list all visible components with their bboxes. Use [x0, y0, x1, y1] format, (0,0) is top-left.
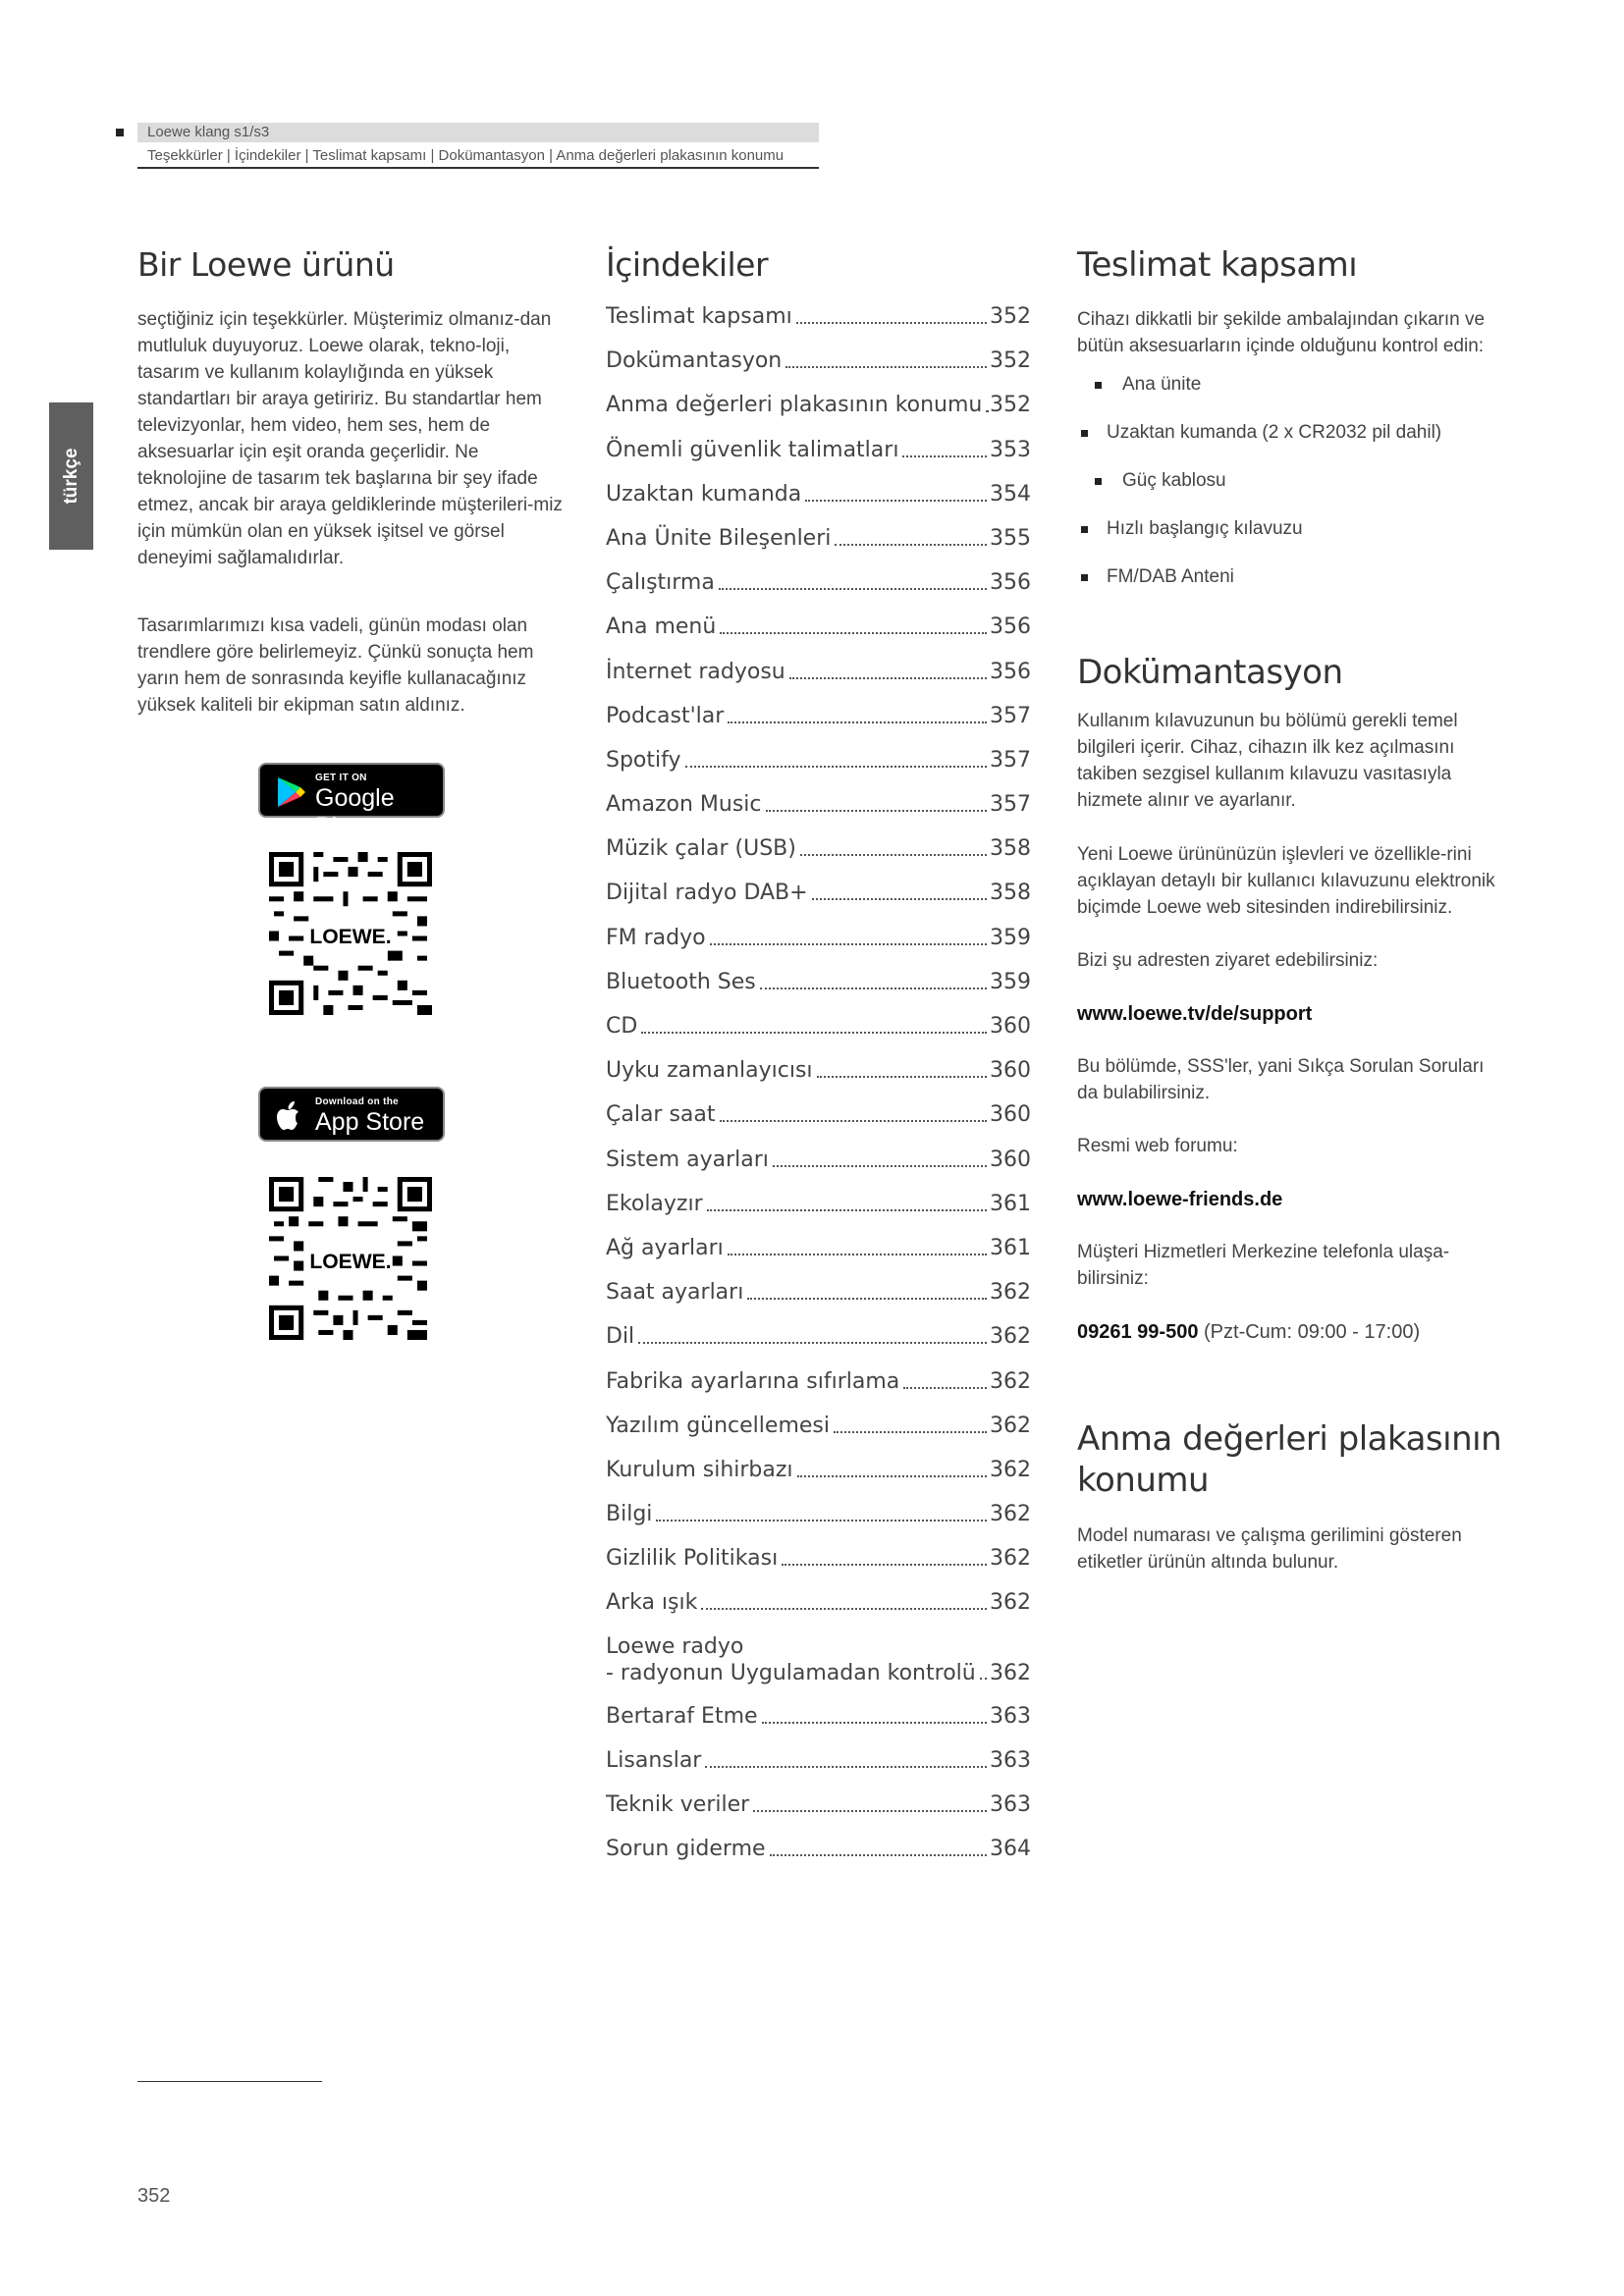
toc-item-page: 362: [990, 1457, 1031, 1482]
toc-item-label: Çalar saat: [606, 1102, 716, 1128]
toc-item-label: Loewe radyo: [606, 1633, 744, 1659]
toc-item[interactable]: [606, 1322, 1031, 1351]
toc-item-label: Uyku zamanlayıcısı: [606, 1058, 813, 1084]
qr-logo-label: LOEWE.: [309, 926, 392, 949]
toc-item[interactable]: [606, 1412, 1031, 1440]
app-store-small-text: Download on the: [315, 1096, 400, 1107]
toc-item-page: 360: [990, 1102, 1031, 1128]
app-store-badge[interactable]: [258, 1087, 445, 1142]
toc-item[interactable]: [606, 968, 1031, 996]
documentation-paragraph-1: Kullanım kılavuzunun bu bölümü gerekli temel bilgileri içerir. Cihaz, cihazın ilk kez açılmasını takiben sezgisel kullanım kılavuzu vasıtasıyla hizmete alınır ve ayarlanır.: [1077, 711, 1458, 811]
toc-leader-dots: [796, 322, 987, 324]
language-tab-label: türkçe: [60, 448, 81, 505]
documentation-paragraph-2: Yeni Loewe ürününüzün işlevleri ve özellikle-rini açıklayan detaylı bir kullanıcı kılavuzunu elektronik biçimde Loewe web sitesinden indirebilirsiniz.: [1077, 844, 1495, 918]
toc-item[interactable]: [606, 568, 1031, 597]
documentation-heading: Dokümantasyon: [1077, 653, 1343, 692]
toc-leader-dots: [835, 544, 987, 546]
toc-leader-dots: [805, 500, 987, 502]
toc-item-label-line2: - radyonun Uygulamadan kontrolü: [606, 1660, 976, 1685]
toc-item-label: Ağ ayarları: [606, 1235, 724, 1260]
toc-item-page: 356: [990, 614, 1031, 640]
toc-item-page: 363: [990, 1703, 1031, 1729]
rating-plate-heading: Anma değerleri plakasının konumu: [1077, 1419, 1502, 1500]
intro-column: [137, 243, 569, 719]
toc-leader-dots: [719, 588, 987, 590]
toc-leader-dots: [817, 1076, 987, 1078]
qr-code-app-store: [269, 1177, 432, 1340]
toc-leader-dots: [728, 721, 987, 723]
delivery-item: Uzaktan kumanda (2 x CR2032 pil dahil): [1077, 419, 1506, 446]
toc-leader-dots: [797, 1475, 987, 1477]
toc-leader-dots: [685, 766, 987, 768]
toc-item-label: Ekolayzır: [606, 1191, 703, 1216]
support-link[interactable]: www.loewe.tv/de/support: [1077, 1003, 1313, 1025]
toc-leader-dots: [902, 455, 987, 457]
toc-item-page: 363: [990, 1792, 1031, 1818]
toc-item-label: Bluetooth Ses: [606, 969, 756, 994]
header-marker: [116, 129, 124, 136]
toc-item[interactable]: [606, 746, 1031, 774]
toc-item-page: 362: [990, 1546, 1031, 1572]
toc-leader-dots: [980, 1678, 987, 1680]
toc-item-label: Dil: [606, 1324, 635, 1350]
toc-item-label: Lisanslar: [606, 1748, 702, 1773]
toc-item-label: Yazılım güncellemesi: [606, 1413, 830, 1438]
google-play-icon: [272, 774, 307, 810]
toc-item[interactable]: [606, 834, 1031, 863]
google-play-small-text: GET IT ON: [315, 773, 367, 783]
delivery-item: FM/DAB Anteni: [1077, 563, 1506, 590]
intro-paragraph-2: Tasarımlarımızı kısa vadeli, günün modası olan trendlere göre belirlemeyiz. Çünkü sonuçta hem yarın hem de sonrasında keyifle kullanacağınız yüksek kaliteli bir ekipman satın aldınız.: [137, 615, 534, 716]
toc-leader-dots: [834, 1431, 987, 1433]
toc-item[interactable]: [606, 924, 1031, 952]
toc-item-label: Müzik çalar (USB): [606, 836, 796, 862]
toc-item-page: 359: [990, 925, 1031, 950]
toc-item-label: Podcast'lar: [606, 703, 725, 728]
toc-item-label: Bertaraf Etme: [606, 1703, 758, 1729]
toc-item-page: 352: [990, 304, 1031, 329]
apple-icon: [272, 1098, 307, 1134]
toc-item-label: Fabrika ayarlarına sıfırlama: [606, 1368, 900, 1394]
toc-item-label: Kurulum sihirbazı: [606, 1457, 793, 1482]
delivery-list: [1077, 371, 1506, 590]
toc-leader-dots: [701, 1608, 987, 1610]
toc-leader-dots: [760, 988, 987, 989]
toc-item-label: Dokümantasyon: [606, 348, 783, 374]
toc-item-label: Dijital radyo DAB+: [606, 881, 808, 906]
toc-item-page: 357: [990, 703, 1031, 728]
toc-item[interactable]: [606, 1100, 1031, 1129]
toc-item-label: Çalıştırma: [606, 570, 715, 596]
toc-item-page: 356: [990, 659, 1031, 684]
toc-item[interactable]: [606, 879, 1031, 907]
toc-item-page: 360: [990, 1014, 1031, 1039]
delivery-intro: Cihazı dikkatli bir şekilde ambalajından çıkarın ve bütün aksesuarların içinde olduğunu kontrol edin:: [1077, 309, 1486, 356]
toc-item[interactable]: [606, 1456, 1031, 1484]
toc-item[interactable]: [606, 1835, 1031, 1863]
toc-item[interactable]: [606, 702, 1031, 730]
header-title: Loewe klang s1/s3: [137, 123, 819, 142]
toc-item-page: 357: [990, 792, 1031, 818]
toc-item[interactable]: [606, 1234, 1031, 1262]
toc-leader-dots: [782, 1564, 987, 1566]
phone-line: [1077, 1318, 1506, 1346]
toc-item[interactable]: [606, 480, 1031, 508]
toc-leader-dots: [728, 1254, 987, 1255]
toc-item-label: Sorun giderme: [606, 1837, 766, 1862]
toc-item[interactable]: [606, 1367, 1031, 1396]
google-play-badge[interactable]: [258, 763, 445, 840]
toc-leader-dots: [789, 677, 987, 679]
toc-leader-dots: [638, 1342, 987, 1344]
intro-paragraph-1: seçtiğiniz için teşekkürler. Müşterimiz olmanız-dan mutluluk duyuyoruz. Loewe olarak, tekno-loji, tasarım ve kullanım kolaylığında en yüksek standartları bir araya getiririz. Bu standartlar hem televizyonlar, hem video, hem ses, hem de aksesuarlar için eşit oranda geçerlidir. Ne teknolojine de tasarım tek başlarına bir şey ifade etmez, ancak bir araya geldiklerinde müşterileri-miz için mümkün olan en yüksek işitsel ve görsel deneyimi sağlamalıdırlar.: [137, 309, 563, 568]
toc-item-page: 356: [990, 570, 1031, 596]
delivery-item: Ana ünite: [1077, 371, 1506, 398]
toc-item-page: 352: [990, 393, 1031, 418]
toc-item[interactable]: [606, 1588, 1031, 1617]
toc-item-page: 361: [990, 1235, 1031, 1260]
toc-leader-dots: [773, 1165, 987, 1167]
toc-item[interactable]: [606, 1544, 1031, 1573]
toc-item-label: Arka ışık: [606, 1590, 698, 1616]
toc-item[interactable]: [606, 790, 1031, 819]
toc-item-page: 353: [990, 437, 1031, 462]
toc-item[interactable]: [606, 658, 1031, 686]
toc-item-page: 362: [990, 1324, 1031, 1350]
toc-item-page: 352: [990, 348, 1031, 374]
qr-code-google-play: [269, 852, 432, 1015]
rating-plate-text: Model numarası ve çalışma gerilimini gösteren etiketler ürünün altında bulunur.: [1077, 1525, 1462, 1573]
toc-item-label: CD: [606, 1014, 638, 1039]
documentation-paragraph-5: Resmi web forumu:: [1077, 1136, 1238, 1156]
toc-item-page: 355: [990, 525, 1031, 551]
toc-column: [606, 243, 1031, 1880]
toc-leader-dots: [707, 1209, 987, 1211]
toc-item-label: Teknik veriler: [606, 1792, 750, 1818]
toc-item[interactable]: [606, 1278, 1031, 1307]
app-store-big-text: App Store: [315, 1108, 425, 1136]
toc-leader-dots: [903, 1387, 987, 1389]
toc-item-label: Amazon Music: [606, 792, 762, 818]
toc-item[interactable]: [606, 1146, 1031, 1174]
toc-item-label: Ana menü: [606, 614, 717, 640]
toc-item[interactable]: [606, 1056, 1031, 1085]
delivery-item: Güç kablosu: [1077, 467, 1506, 494]
toc-item-label: Saat ayarları: [606, 1280, 744, 1306]
toc-item-label: İnternet radyosu: [606, 659, 785, 684]
toc-item-label: Önemli güvenlik talimatları: [606, 437, 899, 462]
toc-item-page: 363: [990, 1748, 1031, 1773]
phone-number: 09261 99-500: [1077, 1321, 1199, 1343]
toc-item-page: 360: [990, 1147, 1031, 1172]
toc-leader-dots: [762, 1722, 987, 1724]
toc-item-label: FM radyo: [606, 925, 706, 950]
toc-item[interactable]: [606, 1012, 1031, 1041]
documentation-paragraph-4: Bu bölümde, SSS'ler, yani Sıkça Sorulan Soruları da bulabilirsiniz.: [1077, 1056, 1485, 1103]
toc-leader-dots: [770, 1854, 987, 1856]
toc-item-page: 364: [990, 1837, 1031, 1862]
toc-item-label: Uzaktan kumanda: [606, 481, 802, 507]
delivery-item: Hızlı başlangıç kılavuzu: [1077, 515, 1506, 542]
toc-item-page: 362: [990, 1502, 1031, 1527]
toc-leader-dots: [785, 366, 987, 368]
toc-leader-dots: [747, 1298, 987, 1300]
breadcrumb: Teşekkürler | İçindekiler | Teslimat kapsamı | Dokümantasyon | Anma değerleri plakasının konumu: [137, 145, 819, 169]
toc-item-page: 362: [990, 1368, 1031, 1394]
qr-logo-label: LOEWE.: [309, 1251, 392, 1274]
toc-item-label: Sistem ayarları: [606, 1147, 769, 1172]
toc-leader-dots: [641, 1032, 987, 1034]
page-number: 352: [137, 2185, 171, 2207]
delivery-heading: Teslimat kapsamı: [1077, 245, 1358, 285]
toc-item-label: Spotify: [606, 747, 681, 773]
toc-item[interactable]: [606, 613, 1031, 641]
toc-item-page: 361: [990, 1191, 1031, 1216]
forum-link[interactable]: www.loewe-friends.de: [1077, 1189, 1283, 1210]
info-column: [1077, 243, 1506, 1575]
intro-heading: Bir Loewe ürünü: [137, 245, 395, 284]
toc-item-page: 358: [990, 881, 1031, 906]
toc-item-page: 360: [990, 1058, 1031, 1084]
language-tab: [49, 402, 93, 550]
footer-divider: [137, 2081, 322, 2082]
toc-heading: İçindekiler: [606, 245, 769, 284]
toc-item-label: Ana Ünite Bileşenleri: [606, 525, 832, 551]
toc-item-page: 362: [990, 1280, 1031, 1306]
toc-item-page: 357: [990, 747, 1031, 773]
toc-item[interactable]: [606, 347, 1031, 375]
phone-hours: (Pzt-Cum: 09:00 - 17:00): [1204, 1321, 1421, 1343]
toc-leader-dots: [800, 854, 987, 856]
toc-leader-dots: [720, 1120, 987, 1122]
toc-item-page: 359: [990, 969, 1031, 994]
toc-leader-dots: [753, 1810, 987, 1812]
toc-item-page: 362: [990, 1590, 1031, 1616]
toc-leader-dots: [710, 943, 987, 945]
toc-item-label: Gizlilik Politikası: [606, 1546, 779, 1572]
toc-leader-dots: [656, 1520, 987, 1522]
toc-list: [606, 302, 1031, 1863]
toc-leader-dots: [766, 810, 987, 812]
toc-item[interactable]: [606, 1633, 1031, 1686]
documentation-paragraph-6: Müşteri Hizmetleri Merkezine telefonla ulaşa-bilirsiniz:: [1077, 1242, 1450, 1289]
toc-item[interactable]: [606, 391, 1031, 419]
toc-leader-dots: [705, 1766, 987, 1768]
toc-item-page: 362: [990, 1413, 1031, 1438]
toc-item-page: 362: [990, 1660, 1031, 1685]
toc-item[interactable]: [606, 1190, 1031, 1218]
toc-item[interactable]: [606, 302, 1031, 331]
toc-item[interactable]: [606, 1702, 1031, 1731]
toc-item-label: Teslimat kapsamı: [606, 304, 792, 329]
toc-leader-dots: [720, 632, 987, 634]
google-play-big-text: Google Play: [315, 784, 395, 840]
toc-leader-dots: [986, 410, 987, 412]
toc-item[interactable]: [606, 436, 1031, 464]
toc-leader-dots: [812, 898, 987, 900]
toc-item[interactable]: [606, 1500, 1031, 1528]
toc-item[interactable]: [606, 1790, 1031, 1819]
toc-item[interactable]: [606, 524, 1031, 553]
toc-item-label: Bilgi: [606, 1502, 653, 1527]
toc-item-page: 354: [990, 481, 1031, 507]
toc-item-label: Anma değerleri plakasının konumu: [606, 393, 983, 418]
documentation-paragraph-3: Bizi şu adresten ziyaret edebilirsiniz:: [1077, 950, 1379, 971]
toc-item-page: 358: [990, 836, 1031, 862]
toc-item[interactable]: [606, 1746, 1031, 1775]
